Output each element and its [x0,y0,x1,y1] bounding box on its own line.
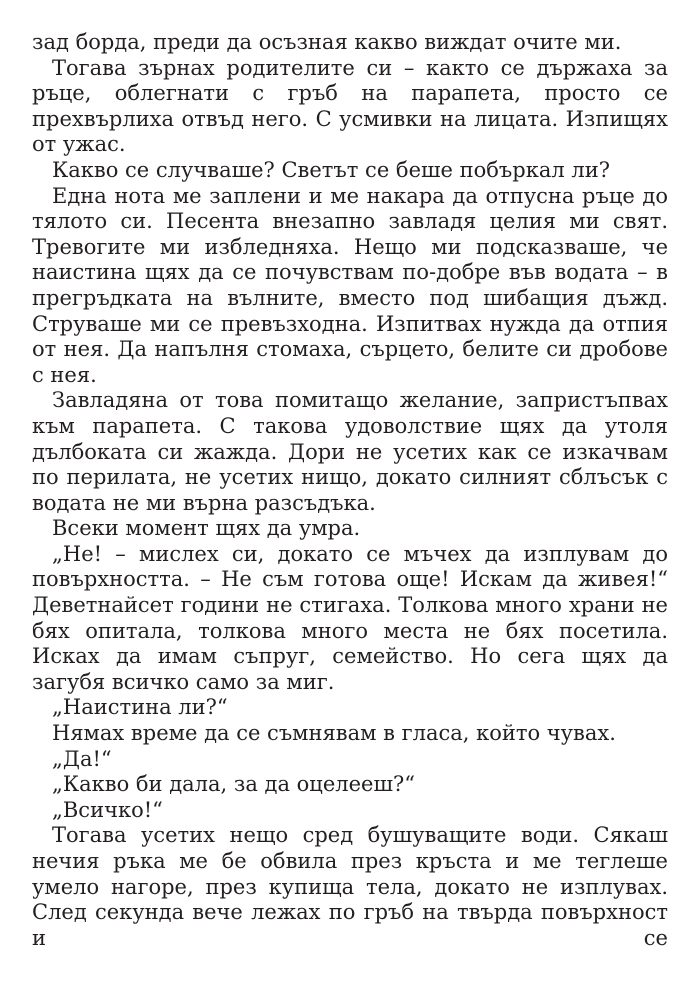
paragraph: „Не! – мислех си, докато се мъчех да изплувам до повърхността. – Не съм готова още! Искам да живея!“ Деветнайсет години не стигаха. Толкова много храни не бях опитала, толкова много места не бях посетила. Исках да имам съпруг, семейство. Но сега щях да загубя всичко само за миг. [32,541,668,694]
book-page [32,30,668,951]
paragraph: Една нота ме заплени и ме накара да отпусна ръце до тялото си. Песента внезапно завладя целия ми свят. Тревогите ми избледняха. Нещо ми подсказваше, че наистина щях да се почувствам по-добре във водата – в прегръдката на вълните, вместо под шибащия дъжд. Струваше ми се превъзходна. Изпитвах нужда да отпия от нея. Да напълня стомаха, сърцето, белите си дробове с нея. [32,183,668,387]
paragraph: Тогава зърнах родителите си – както се държаха за ръце, облегнати с гръб на парапета, просто се прехвърлиха отвъд него. С усмивки на лицата. Изпищях от ужас. [32,55,668,157]
paragraph: „Наистина ли?“ [52,695,228,720]
paragraph: „Да!“ [52,746,112,771]
paragraph: Какво се случваше? Светът се беше побъркал ли? [52,157,610,182]
paragraph: Тогава усетих нещо сред бушуващите води. Сякаш нечия ръка ме бе обвила през кръста и ме теглеше умело нагоре, през купища тела, докато не изплувах. След секунда вече лежах по гръб на твърда повърхност и се [32,823,668,950]
paragraph: „Всичко!“ [52,797,163,822]
paragraph: Нямах време да се съмнявам в гласа, който чувах. [52,721,616,746]
paragraph: Всеки момент щях да умра. [52,516,361,541]
paragraph: „Какво би дала, за да оцелееш?“ [52,772,415,797]
paragraph: зад борда, преди да осъзная какво виждат очите ми. [32,30,622,54]
paragraph: Завладяна от това помитащо желание, запристъпвах към парапета. С такова удоволствие щях да утоля дълбоката си жажда. Дори не усетих как се изкачвам по перилата, не усетих нищо, докато силният сблъсък с водата не ми върна разсъдъка. [32,388,668,515]
